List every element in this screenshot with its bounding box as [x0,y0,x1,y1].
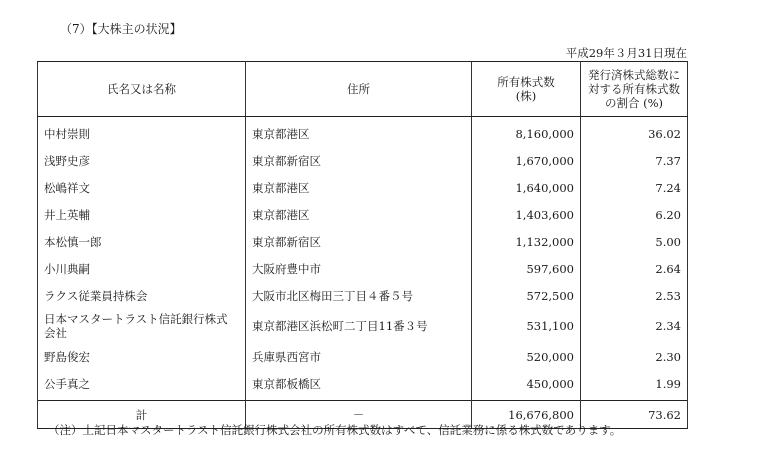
major-shareholders-table [37,61,688,429]
cell-name: 小川典嗣 [38,255,246,282]
cell-address: 大阪市北区梅田三丁目４番５号 [246,282,472,309]
table-row [38,174,688,201]
cell-ratio: 1.99 [581,370,688,401]
cell-name [38,309,246,343]
table-row [38,309,688,343]
cell-shares: 1,670,000 [472,147,581,174]
header-ratio-line2: 対する所有株式数 [588,82,680,96]
header-ratio-line3: の割合 (%) [604,96,664,110]
table-row [38,228,688,255]
cell-address: 東京都港区 [246,174,472,201]
cell-name-line1: 日本マスタートラスト信託銀行株式 [44,312,228,326]
cell-name: 公手真之 [38,370,246,401]
table-row [38,343,688,370]
cell-shares: 1,403,600 [472,201,581,228]
header-shares-line1: 所有株式数 [497,75,555,89]
table-row [38,117,688,148]
total-address: － [246,401,472,429]
cell-shares: 1,640,000 [472,174,581,201]
cell-address: 東京都港区 [246,201,472,228]
total-shares: 16,676,800 [472,401,581,429]
cell-ratio: 2.34 [581,309,688,343]
cell-address: 東京都港区 [246,117,472,148]
cell-ratio: 2.30 [581,343,688,370]
cell-shares: 597,600 [472,255,581,282]
cell-name: 本松慎一郎 [38,228,246,255]
cell-shares: 531,100 [472,309,581,343]
cell-name: 井上英輔 [38,201,246,228]
cell-name: 浅野史彦 [38,147,246,174]
table-row [38,282,688,309]
cell-shares: 572,500 [472,282,581,309]
as-of-date: 平成29年３月31日現在 [565,46,687,60]
cell-shares: 8,160,000 [472,117,581,148]
cell-ratio: 5.00 [581,228,688,255]
cell-ratio: 36.02 [581,117,688,148]
cell-name-line2: 会社 [44,326,67,340]
cell-address: 東京都板橋区 [246,370,472,401]
table-row [38,370,688,401]
header-ratio [581,62,688,117]
total-label: 計 [38,401,246,429]
footnote: （注）上記日本マスタートラスト信託銀行株式会社の所有株式数はすべて、信託業務に係る株式数であります。 [48,423,622,437]
cell-shares: 450,000 [472,370,581,401]
table-row [38,201,688,228]
cell-ratio: 2.53 [581,282,688,309]
total-ratio: 73.62 [581,401,688,429]
cell-address: 大阪府豊中市 [246,255,472,282]
cell-address: 東京都港区浜松町二丁目11番３号 [246,309,472,343]
cell-ratio: 2.64 [581,255,688,282]
cell-name: 松嶋祥文 [38,174,246,201]
cell-name: 中村崇則 [38,117,246,148]
table-row [38,255,688,282]
cell-ratio: 7.37 [581,147,688,174]
header-address: 住所 [246,62,472,117]
header-ratio-line1: 発行済株式総数に [588,68,680,82]
cell-shares: 1,132,000 [472,228,581,255]
table-row [38,147,688,174]
header-shares [472,62,581,117]
cell-address: 東京都新宿区 [246,228,472,255]
cell-name: ラクス従業員持株会 [38,282,246,309]
cell-address: 兵庫県西宮市 [246,343,472,370]
cell-shares: 520,000 [472,343,581,370]
section-heading: （7）【大株主の状況】 [60,22,182,36]
table-header-row [38,62,688,117]
header-shares-line2: (株) [515,89,537,103]
cell-address: 東京都新宿区 [246,147,472,174]
cell-ratio: 7.24 [581,174,688,201]
cell-name: 野島俊宏 [38,343,246,370]
cell-ratio: 6.20 [581,201,688,228]
header-name: 氏名又は名称 [38,62,246,117]
